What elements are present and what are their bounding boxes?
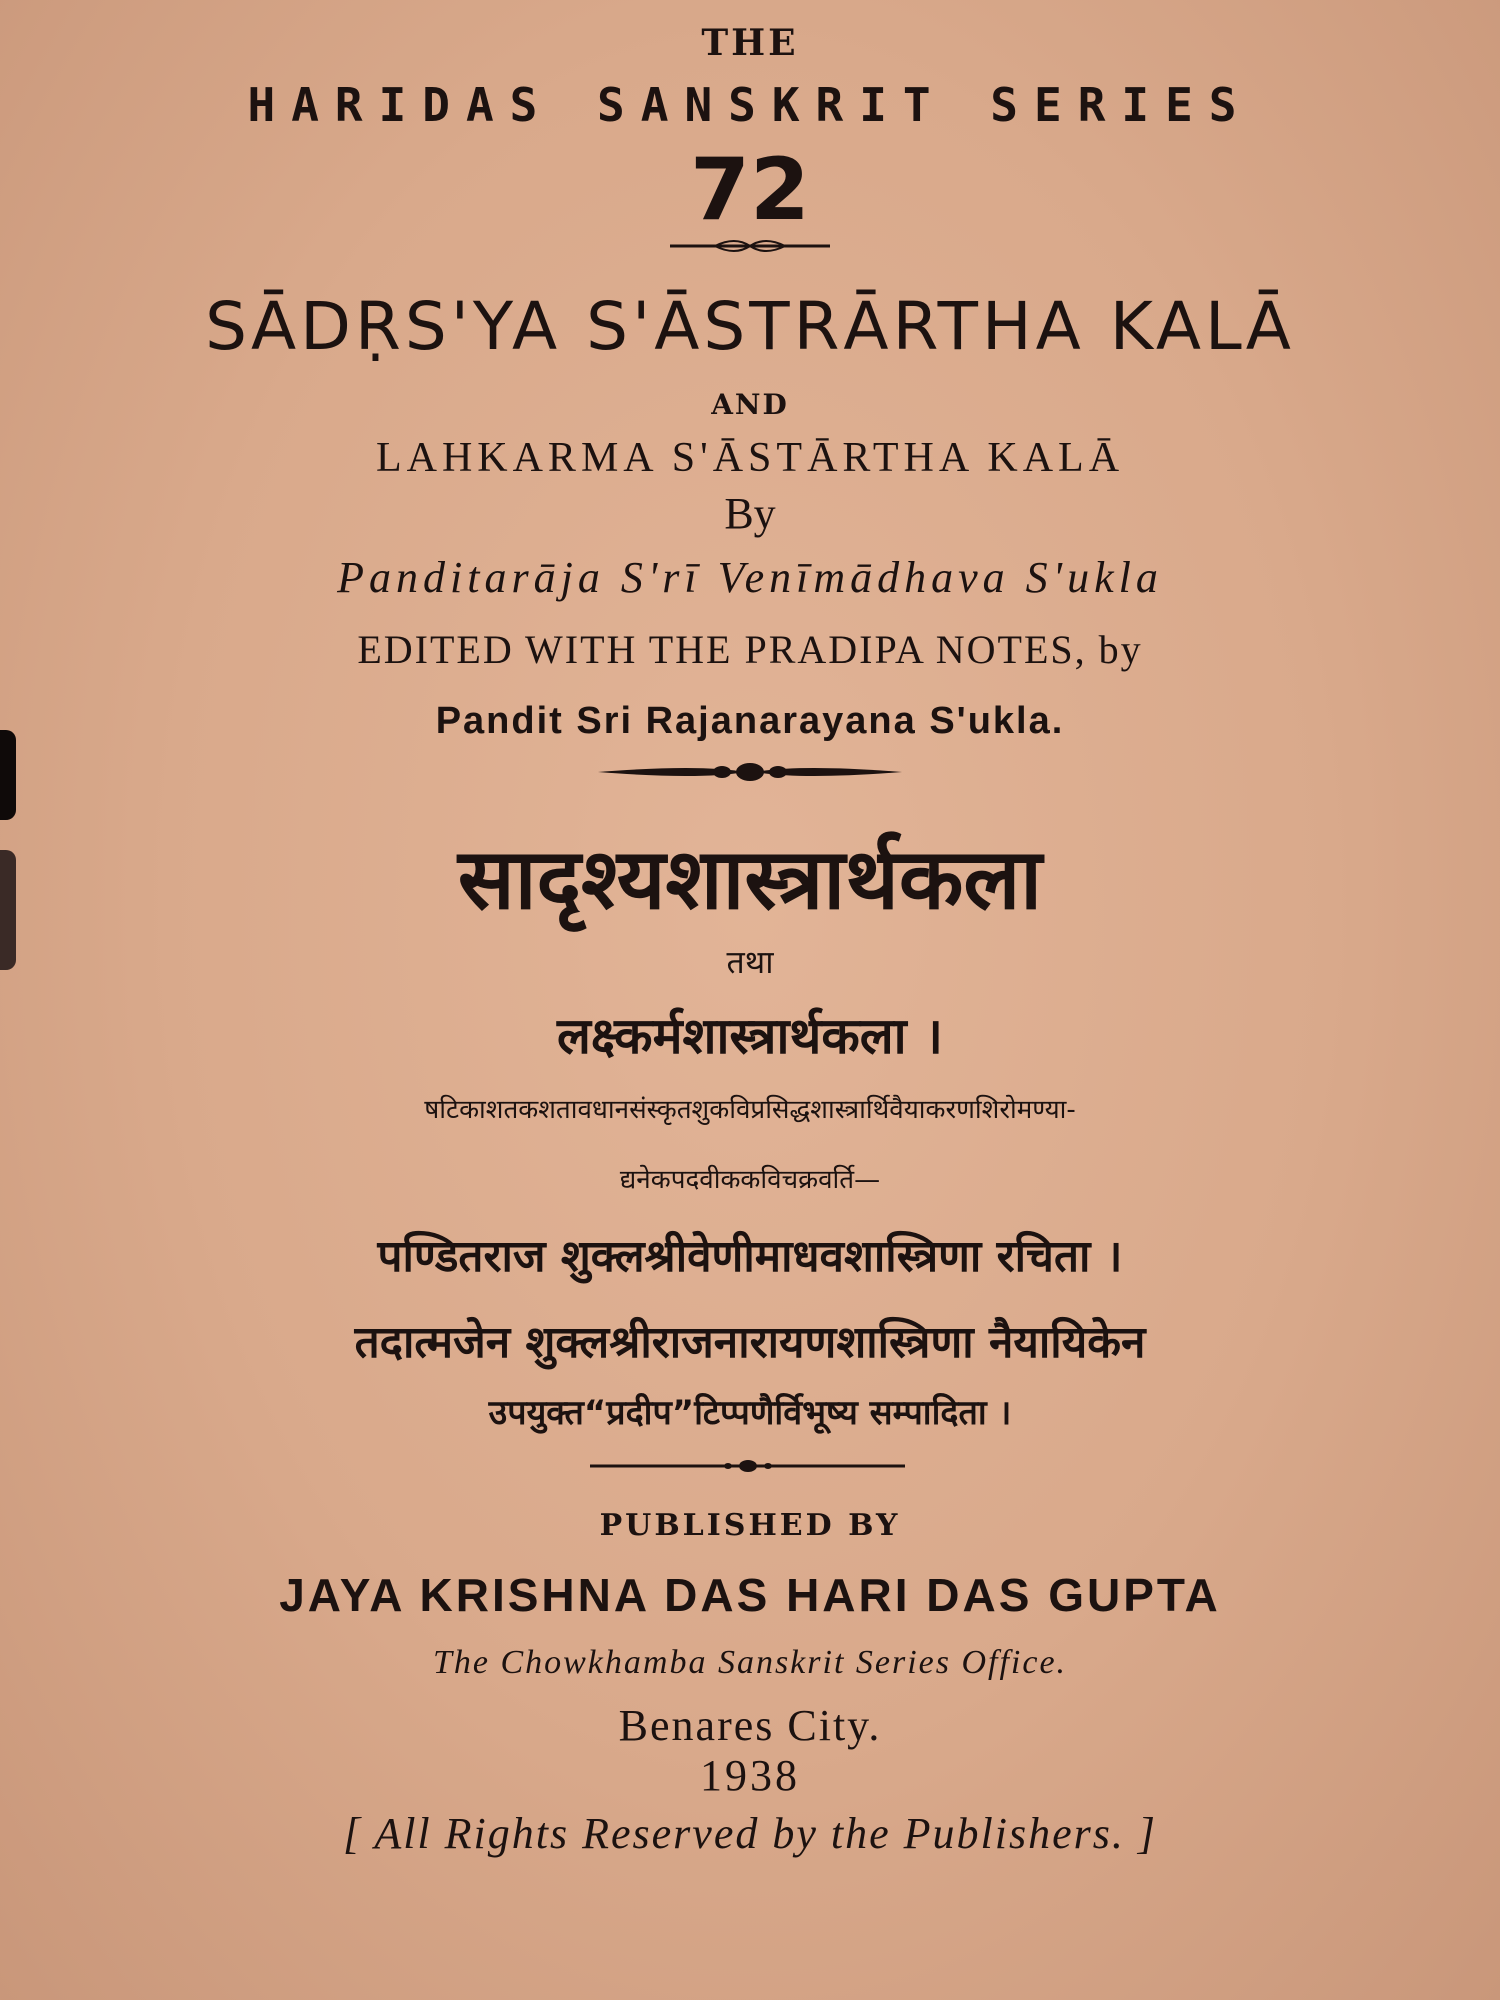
sanskrit-tatha: तथा	[726, 943, 774, 981]
sanskrit-epithet-1: षटिकाशतकशतावधानसंस्कृतशुकविप्रसिद्धशास्त्रार्थिवैयाकरणशिरोमण्या-	[424, 1095, 1076, 1125]
ornament-divider	[0, 236, 1500, 256]
title-second: LAHKARMA S'ĀSTĀRTHA KALĀ	[375, 435, 1125, 481]
series-name: HARIDAS SANSKRIT SERIES	[247, 78, 1253, 132]
publisher-name: JAYA KRISHNA DAS HARI DAS GUPTA	[279, 1569, 1221, 1621]
editor-name: Pandit Sri Rajanarayana S'ukla.	[435, 700, 1065, 742]
sanskrit-author-line: पण्डितराज शुक्लश्रीवेणीमाधवशास्त्रिणा रचिता ।	[377, 1231, 1123, 1282]
ornament-divider	[0, 760, 1500, 784]
title-main: SĀDṚS'YA S'ĀSTRĀRTHA KALĀ	[205, 288, 1295, 365]
sanskrit-notes-line: उपयुक्त“प्रदीप”टिप्पणैर्विभूष्य सम्पादिता ।	[488, 1393, 1012, 1433]
publication-year: 1938	[700, 1751, 800, 1800]
title-and: AND	[711, 388, 789, 421]
publisher-office: The Chowkhamba Sanskrit Series Office.	[432, 1644, 1068, 1681]
ornament-divider	[0, 1456, 1500, 1476]
series-the: THE	[701, 22, 799, 64]
sanskrit-editor-line: तदात्मजेन शुक्लश्रीराजनारायणशास्त्रिणा नैयायिकेन	[354, 1317, 1146, 1368]
edited-line: EDITED WITH THE PRADIPA NOTES, by	[357, 627, 1143, 672]
author-name: Panditarāja S'rī Venīmādhava S'ukla	[337, 553, 1163, 602]
series-number: 72	[690, 140, 810, 240]
title-by: By	[724, 489, 776, 538]
published-by: PUBLISHED BY	[599, 1508, 901, 1543]
rights-notice: [ All Rights Reserved by the Publishers. ]	[343, 1809, 1157, 1858]
publisher-city: Benares City.	[618, 1701, 882, 1750]
sanskrit-second-title: लक्ष्कर्मशास्त्रार्थकला ।	[557, 1007, 943, 1065]
sanskrit-title: सादृश्यशास्त्रार्थकला	[457, 830, 1043, 928]
sanskrit-epithet-2: द्यनेकपदवीककविचक्रवर्ति—	[619, 1165, 881, 1195]
